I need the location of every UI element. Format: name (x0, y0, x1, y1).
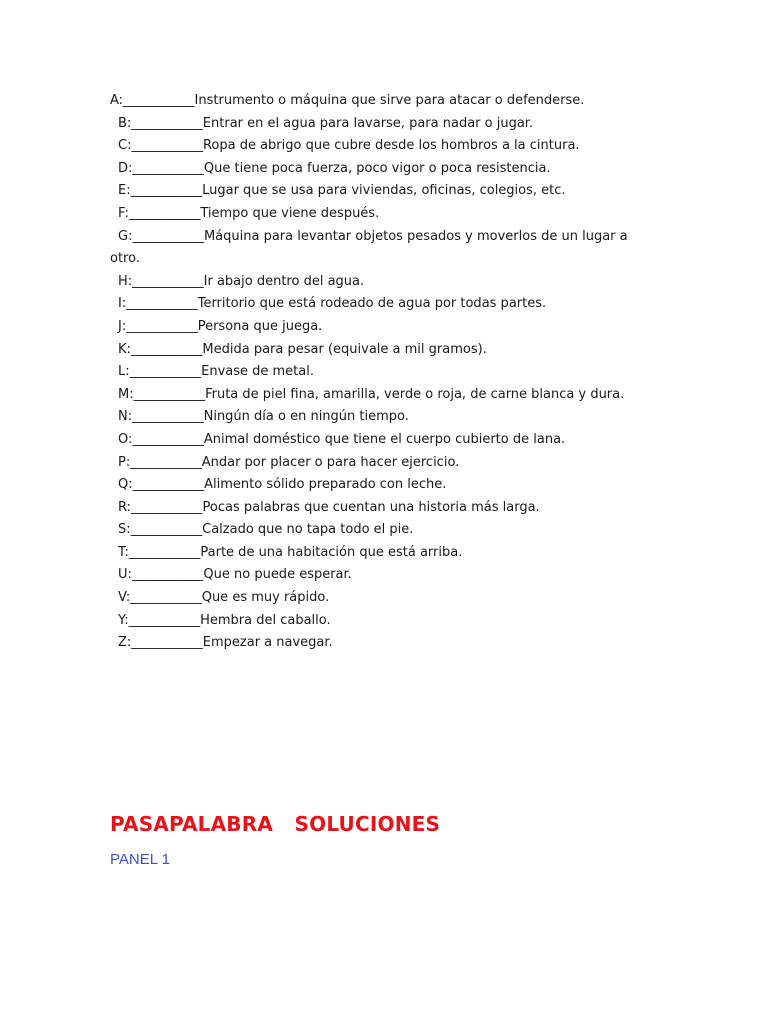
clue-m: M:___________Fruta de piel fina, amarilla, verde o roja, de carne blanca y dura. (118, 386, 625, 402)
clue-list (110, 90, 655, 655)
panel-subheading: PANEL 1 (110, 851, 171, 868)
clue-l: L:___________Envase de metal. (118, 364, 314, 380)
clue-i: I:___________Territorio que está rodeado de agua por todas partes. (118, 296, 547, 312)
clue-o: O:___________Animal doméstico que tiene el cuerpo cubierto de lana. (118, 431, 566, 447)
clue-q: Q:___________Alimento sólido preparado con leche. (118, 477, 447, 493)
clue-n: N:___________Ningún día o en ningún tiempo. (118, 409, 409, 425)
clue-b: B:___________Entrar en el agua para lavarse, para nadar o jugar. (118, 115, 534, 131)
clue-c: C:___________Ropa de abrigo que cubre desde los hombros a la cintura. (118, 138, 580, 154)
clue-h: H:___________Ir abajo dentro del agua. (118, 273, 365, 289)
clue-r: R:___________Pocas palabras que cuentan una historia más larga. (118, 499, 540, 515)
clue-t: T:___________Parte de una habitación que está arriba. (118, 544, 463, 560)
clue-y: Y:___________Hembra del caballo. (118, 612, 331, 628)
clue-g: G:___________Máquina para levantar objetos pesados y moverlos de un lugar a otro. (110, 228, 628, 267)
clue-u: U:___________Que no puede esperar. (118, 567, 352, 583)
clue-s: S:___________Calzado que no tapa todo el pie. (118, 522, 414, 538)
clue-j: J:___________Persona que juega. (118, 318, 323, 334)
solutions-heading: PASAPALABRA SOLUCIONES (110, 812, 441, 836)
clue-e: E:___________Lugar que se usa para viviendas, oficinas, colegios, etc. (118, 183, 566, 199)
clue-d: D:___________Que tiene poca fuerza, poco vigor o poca resistencia. (118, 160, 551, 176)
clue-v: V:___________Que es muy rápido. (118, 590, 330, 606)
clue-a: A:___________Instrumento o máquina que sirve para atacar o defenderse. (110, 93, 585, 108)
clue-z: Z:___________Empezar a navegar. (118, 635, 333, 651)
clue-k: K:___________Medida para pesar (equivale a mil gramos). (118, 341, 487, 357)
clue-f: F:___________Tiempo que viene después. (118, 205, 380, 221)
clue-p: P:___________Andar por placer o para hacer ejercicio. (118, 454, 460, 470)
